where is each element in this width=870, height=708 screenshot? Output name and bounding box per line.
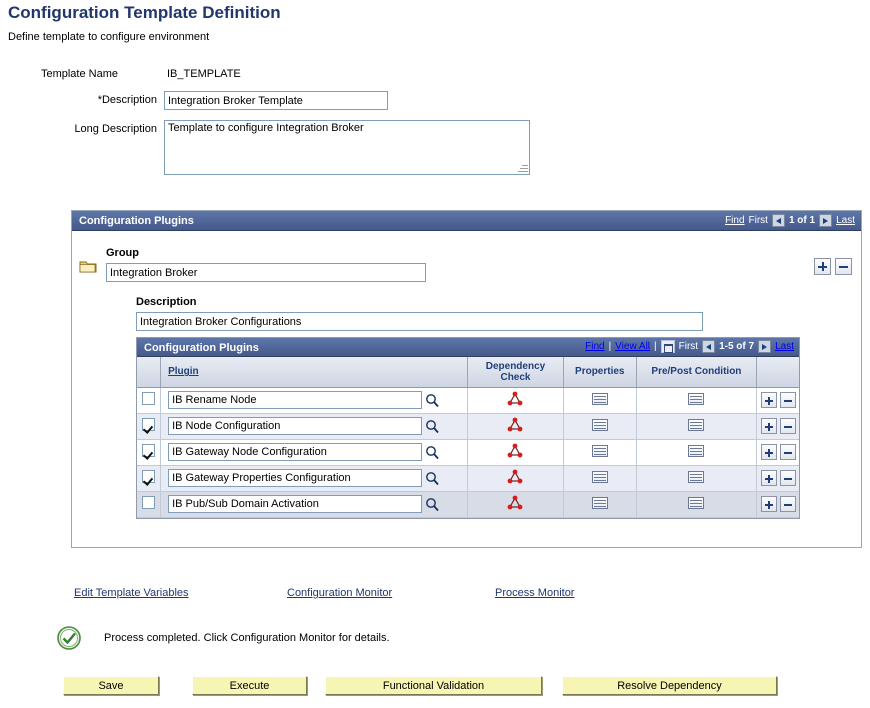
column-properties: Properties xyxy=(563,357,636,387)
group-label: Group xyxy=(106,247,139,259)
delete-row-button[interactable] xyxy=(780,496,796,512)
column-row-actions xyxy=(757,357,799,387)
delete-group-row-button[interactable] xyxy=(835,258,852,275)
find-link[interactable]: Find xyxy=(725,215,745,226)
row-select-cell xyxy=(137,413,161,439)
configuration-plugins-title: Configuration Plugins xyxy=(79,215,194,227)
save-button[interactable]: Save xyxy=(63,676,159,695)
column-plugin-sort-link[interactable]: Plugin xyxy=(168,366,199,378)
row-checkbox[interactable] xyxy=(142,470,155,483)
dependency-check-icon[interactable] xyxy=(506,391,524,407)
delete-row-button[interactable] xyxy=(780,470,796,486)
page-title: Configuration Template Definition xyxy=(8,3,281,22)
plugins-table-header-row xyxy=(137,357,799,387)
add-row-button[interactable] xyxy=(761,418,777,434)
first-label: First xyxy=(748,215,768,226)
plugins-grid-header xyxy=(137,338,799,357)
success-check-icon xyxy=(57,626,81,650)
pre-post-condition-icon[interactable] xyxy=(688,419,704,431)
row-dependency-cell xyxy=(468,439,564,465)
plugins-grid xyxy=(136,337,800,519)
table-row xyxy=(137,439,799,465)
grid-previous-page-icon[interactable] xyxy=(702,340,715,353)
configuration-plugins-header xyxy=(72,211,861,231)
pre-post-condition-icon[interactable] xyxy=(688,445,704,457)
row-select-cell xyxy=(137,439,161,465)
add-row-button[interactable] xyxy=(761,444,777,460)
column-select xyxy=(137,357,161,387)
row-checkbox[interactable] xyxy=(142,392,155,405)
plugins-table-body xyxy=(137,387,799,517)
page-subtitle: Define template to configure environment xyxy=(8,31,210,43)
execute-button[interactable]: Execute xyxy=(192,676,307,695)
long-description-label: Long Description xyxy=(74,123,157,135)
search-icon[interactable] xyxy=(425,419,440,434)
row-plugin-cell xyxy=(161,491,468,517)
configuration-plugins-panel xyxy=(71,210,862,548)
grid-page-indicator: 1-5 of 7 xyxy=(719,341,755,352)
row-actions-cell xyxy=(757,387,799,413)
configuration-monitor-link[interactable]: Configuration Monitor xyxy=(287,587,393,599)
pre-post-condition-icon[interactable] xyxy=(688,393,704,405)
row-select-cell xyxy=(137,465,161,491)
plugins-grid-title: Configuration Plugins xyxy=(144,342,259,354)
template-name-value: IB_TEMPLATE xyxy=(167,68,241,80)
grid-next-page-icon[interactable] xyxy=(758,340,771,353)
dependency-check-icon[interactable] xyxy=(506,495,524,511)
row-actions-cell xyxy=(757,439,799,465)
plugins-table xyxy=(137,357,799,518)
row-actions-cell xyxy=(757,465,799,491)
delete-row-button[interactable] xyxy=(780,392,796,408)
row-dependency-cell xyxy=(468,387,564,413)
functional-validation-button[interactable]: Functional Validation xyxy=(325,676,542,695)
row-properties-cell xyxy=(563,387,636,413)
row-select-cell xyxy=(137,387,161,413)
configuration-plugins-pager xyxy=(725,214,855,227)
table-row xyxy=(137,465,799,491)
delete-row-button[interactable] xyxy=(780,444,796,460)
add-row-button[interactable] xyxy=(761,392,777,408)
previous-page-icon[interactable] xyxy=(772,214,785,227)
plugin-name-input[interactable] xyxy=(168,495,422,513)
process-monitor-link[interactable]: Process Monitor xyxy=(495,587,575,599)
new-window-icon[interactable] xyxy=(661,340,675,353)
row-dependency-cell xyxy=(468,413,564,439)
properties-icon[interactable] xyxy=(592,445,608,457)
grid-find-link[interactable]: Find xyxy=(585,341,605,352)
plugin-name-input[interactable] xyxy=(168,443,422,461)
row-properties-cell xyxy=(563,465,636,491)
row-plugin-cell xyxy=(161,465,468,491)
plugin-name-input[interactable] xyxy=(168,391,422,409)
row-condition-cell xyxy=(636,387,756,413)
plugin-name-input[interactable] xyxy=(168,469,422,487)
row-actions-cell xyxy=(757,413,799,439)
grid-first-label: First xyxy=(678,341,699,352)
grid-pager-separator: | xyxy=(608,341,612,352)
add-row-button[interactable] xyxy=(761,496,777,512)
group-description-input[interactable] xyxy=(136,312,703,331)
group-input[interactable] xyxy=(106,263,426,282)
properties-icon[interactable] xyxy=(592,419,608,431)
description-input[interactable] xyxy=(164,91,388,110)
grid-view-all-link[interactable]: View All xyxy=(615,341,651,352)
row-dependency-cell xyxy=(468,465,564,491)
folder-icon xyxy=(79,260,97,274)
group-row-actions xyxy=(814,258,852,275)
description-label: *Description xyxy=(97,94,157,106)
template-name-label: Template Name xyxy=(40,68,118,80)
grid-pager-separator-2: | xyxy=(654,341,657,352)
row-checkbox[interactable] xyxy=(142,444,155,457)
dependency-check-icon[interactable] xyxy=(506,443,524,459)
page-indicator: 1 of 1 xyxy=(788,215,816,226)
dependency-check-icon[interactable] xyxy=(506,417,524,433)
plugin-name-input[interactable] xyxy=(168,417,422,435)
row-properties-cell xyxy=(563,413,636,439)
row-condition-cell xyxy=(636,413,756,439)
search-icon[interactable] xyxy=(425,393,440,408)
table-row xyxy=(137,387,799,413)
last-link[interactable]: Last xyxy=(836,215,855,226)
group-description-label: Description xyxy=(136,296,197,308)
row-condition-cell xyxy=(636,491,756,517)
row-properties-cell xyxy=(563,439,636,465)
column-pre-post-condition: Pre/Post Condition xyxy=(636,357,756,387)
row-select-cell xyxy=(137,491,161,517)
row-checkbox[interactable] xyxy=(142,496,155,509)
row-dependency-cell xyxy=(468,491,564,517)
pre-post-condition-icon[interactable] xyxy=(688,497,704,509)
table-row xyxy=(137,491,799,517)
row-plugin-cell xyxy=(161,413,468,439)
status-message: Process completed. Click Configuration Monitor for details. xyxy=(104,632,390,644)
dependency-check-icon[interactable] xyxy=(506,469,524,485)
edit-template-variables-link[interactable]: Edit Template Variables xyxy=(74,587,189,599)
column-dependency-check: Dependency Check xyxy=(468,357,564,387)
search-icon[interactable] xyxy=(425,445,440,460)
properties-icon[interactable] xyxy=(592,497,608,509)
properties-icon[interactable] xyxy=(592,471,608,483)
resolve-dependency-button[interactable]: Resolve Dependency xyxy=(562,676,777,695)
row-condition-cell xyxy=(636,465,756,491)
row-properties-cell xyxy=(563,491,636,517)
configuration-plugins-body xyxy=(72,232,861,547)
pre-post-condition-icon[interactable] xyxy=(688,471,704,483)
row-actions-cell xyxy=(757,491,799,517)
plugins-grid-pager xyxy=(585,340,794,353)
add-row-button[interactable] xyxy=(761,470,777,486)
table-row xyxy=(137,413,799,439)
row-condition-cell xyxy=(636,439,756,465)
add-group-row-button[interactable] xyxy=(814,258,831,275)
long-description-textarea[interactable] xyxy=(164,120,530,175)
search-icon[interactable] xyxy=(425,497,440,512)
properties-icon[interactable] xyxy=(592,393,608,405)
row-checkbox[interactable] xyxy=(142,418,155,431)
next-page-icon[interactable] xyxy=(819,214,832,227)
search-icon[interactable] xyxy=(425,471,440,486)
row-plugin-cell xyxy=(161,439,468,465)
delete-row-button[interactable] xyxy=(780,418,796,434)
grid-last-link[interactable]: Last xyxy=(775,341,794,352)
row-plugin-cell xyxy=(161,387,468,413)
column-plugin xyxy=(161,357,468,387)
